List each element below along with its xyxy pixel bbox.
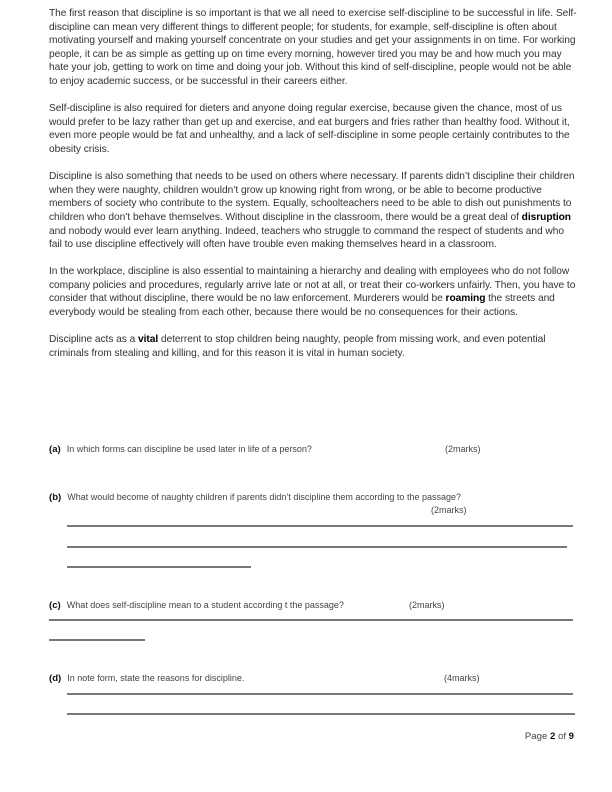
question-c: [49, 600, 344, 611]
paragraph-3: Discipline is also something that needs to be used on others where necessary. If parents didn’t discipline their children when they were naughty, children wouldn’t grow up knowing right from wrong, or be able to become productive members of society who contribute to the system. Equally, schoolteachers need to be able to dish out punishments to children who don’t behave themselves. Without discipline in the classroom, there would be a great deal of disruption and nobody would ever learn anything. Indeed, teachers who struggle to command the respect of students and who fail to use discipline effectively will often have trouble even making themselves heard in a classroom.: [49, 171, 575, 251]
paragraph-4: In the workplace, discipline is also essential to maintaining a hierarchy and dealing with employees who do not follow company policies and procedures, regularly arrive late or not at all, or treat their co-workers unfairly. Then, you have to consider that without discipline, there would be no law enforcement. Murderers would be roaming the streets and everybody would be stealing from each other, because there would be no consequences for their actions.: [49, 266, 576, 319]
question-a: [49, 444, 312, 455]
question-c-text: What does self-discipline mean to a student according t the passage?: [66, 600, 344, 610]
answer-line-d-1[interactable]: [67, 693, 573, 695]
bold-word-disruption: disruption: [521, 211, 571, 223]
question-d-marks: (4marks): [444, 673, 480, 683]
page-number: Page 2 of 9: [524, 731, 574, 742]
answer-line-d-2[interactable]: [67, 713, 575, 715]
question-d-text: In note form, state the reasons for discipline.: [67, 673, 245, 683]
question-c-label: (c): [49, 600, 61, 611]
answer-line-c-2[interactable]: [49, 639, 145, 641]
question-b: [49, 492, 461, 503]
question-d: [49, 673, 244, 684]
passage: [49, 7, 579, 374]
answer-line-b-2[interactable]: [67, 546, 567, 548]
paragraph-5: Discipline acts as a vital deterrent to stop children being naughty, people from missing work, and even potential criminals from stealing and killing, and for this reason it is vital in human society.: [49, 334, 546, 359]
answer-line-b-3[interactable]: [67, 566, 251, 568]
question-a-marks: (2marks): [445, 444, 481, 454]
answer-line-b-1[interactable]: [67, 525, 573, 527]
question-b-marks: (2marks): [431, 505, 467, 515]
answer-line-c-1[interactable]: [49, 619, 573, 621]
bold-word-vital: vital: [137, 334, 159, 346]
bold-word-roaming: roaming: [445, 293, 486, 305]
question-a-text: In which forms can discipline be used later in life of a person?: [66, 444, 312, 454]
paragraph-1: The first reason that discipline is so important is that we all need to exercise self-discipline to be successful in life. Self-discipline can mean very different things to different people; for students, for example, self-discipline is often about motivating yourself and making yourself concentrate on your studies and get your assignments in on time. For working people, it can be as simple as getting up on time every morning, however tired you may be and how much you may hate your job, getting to work on time and doing your job. Without this kind of self-discipline, people would not be able to enjoy academic success, or be successful in their careers either.: [49, 8, 577, 87]
question-b-label: (b): [49, 492, 62, 503]
question-c-marks: (2marks): [409, 600, 445, 610]
paragraph-2: Self-discipline is also required for dieters and anyone doing regular exercise, because given the chance, most of us would prefer to be lazy rather than get up and exercise, and eat burgers and fries rather than healthy food. Without it, even more people would be fat and unhealthy, and a lack of self-discipline in some people certainly contributes to the obesity crisis.: [49, 103, 570, 155]
question-d-label: (d): [49, 673, 62, 684]
question-a-label: (a): [49, 444, 61, 455]
question-b-text: What would become of naughty children if parents didn’t discipline them according to the passage?: [67, 492, 461, 502]
